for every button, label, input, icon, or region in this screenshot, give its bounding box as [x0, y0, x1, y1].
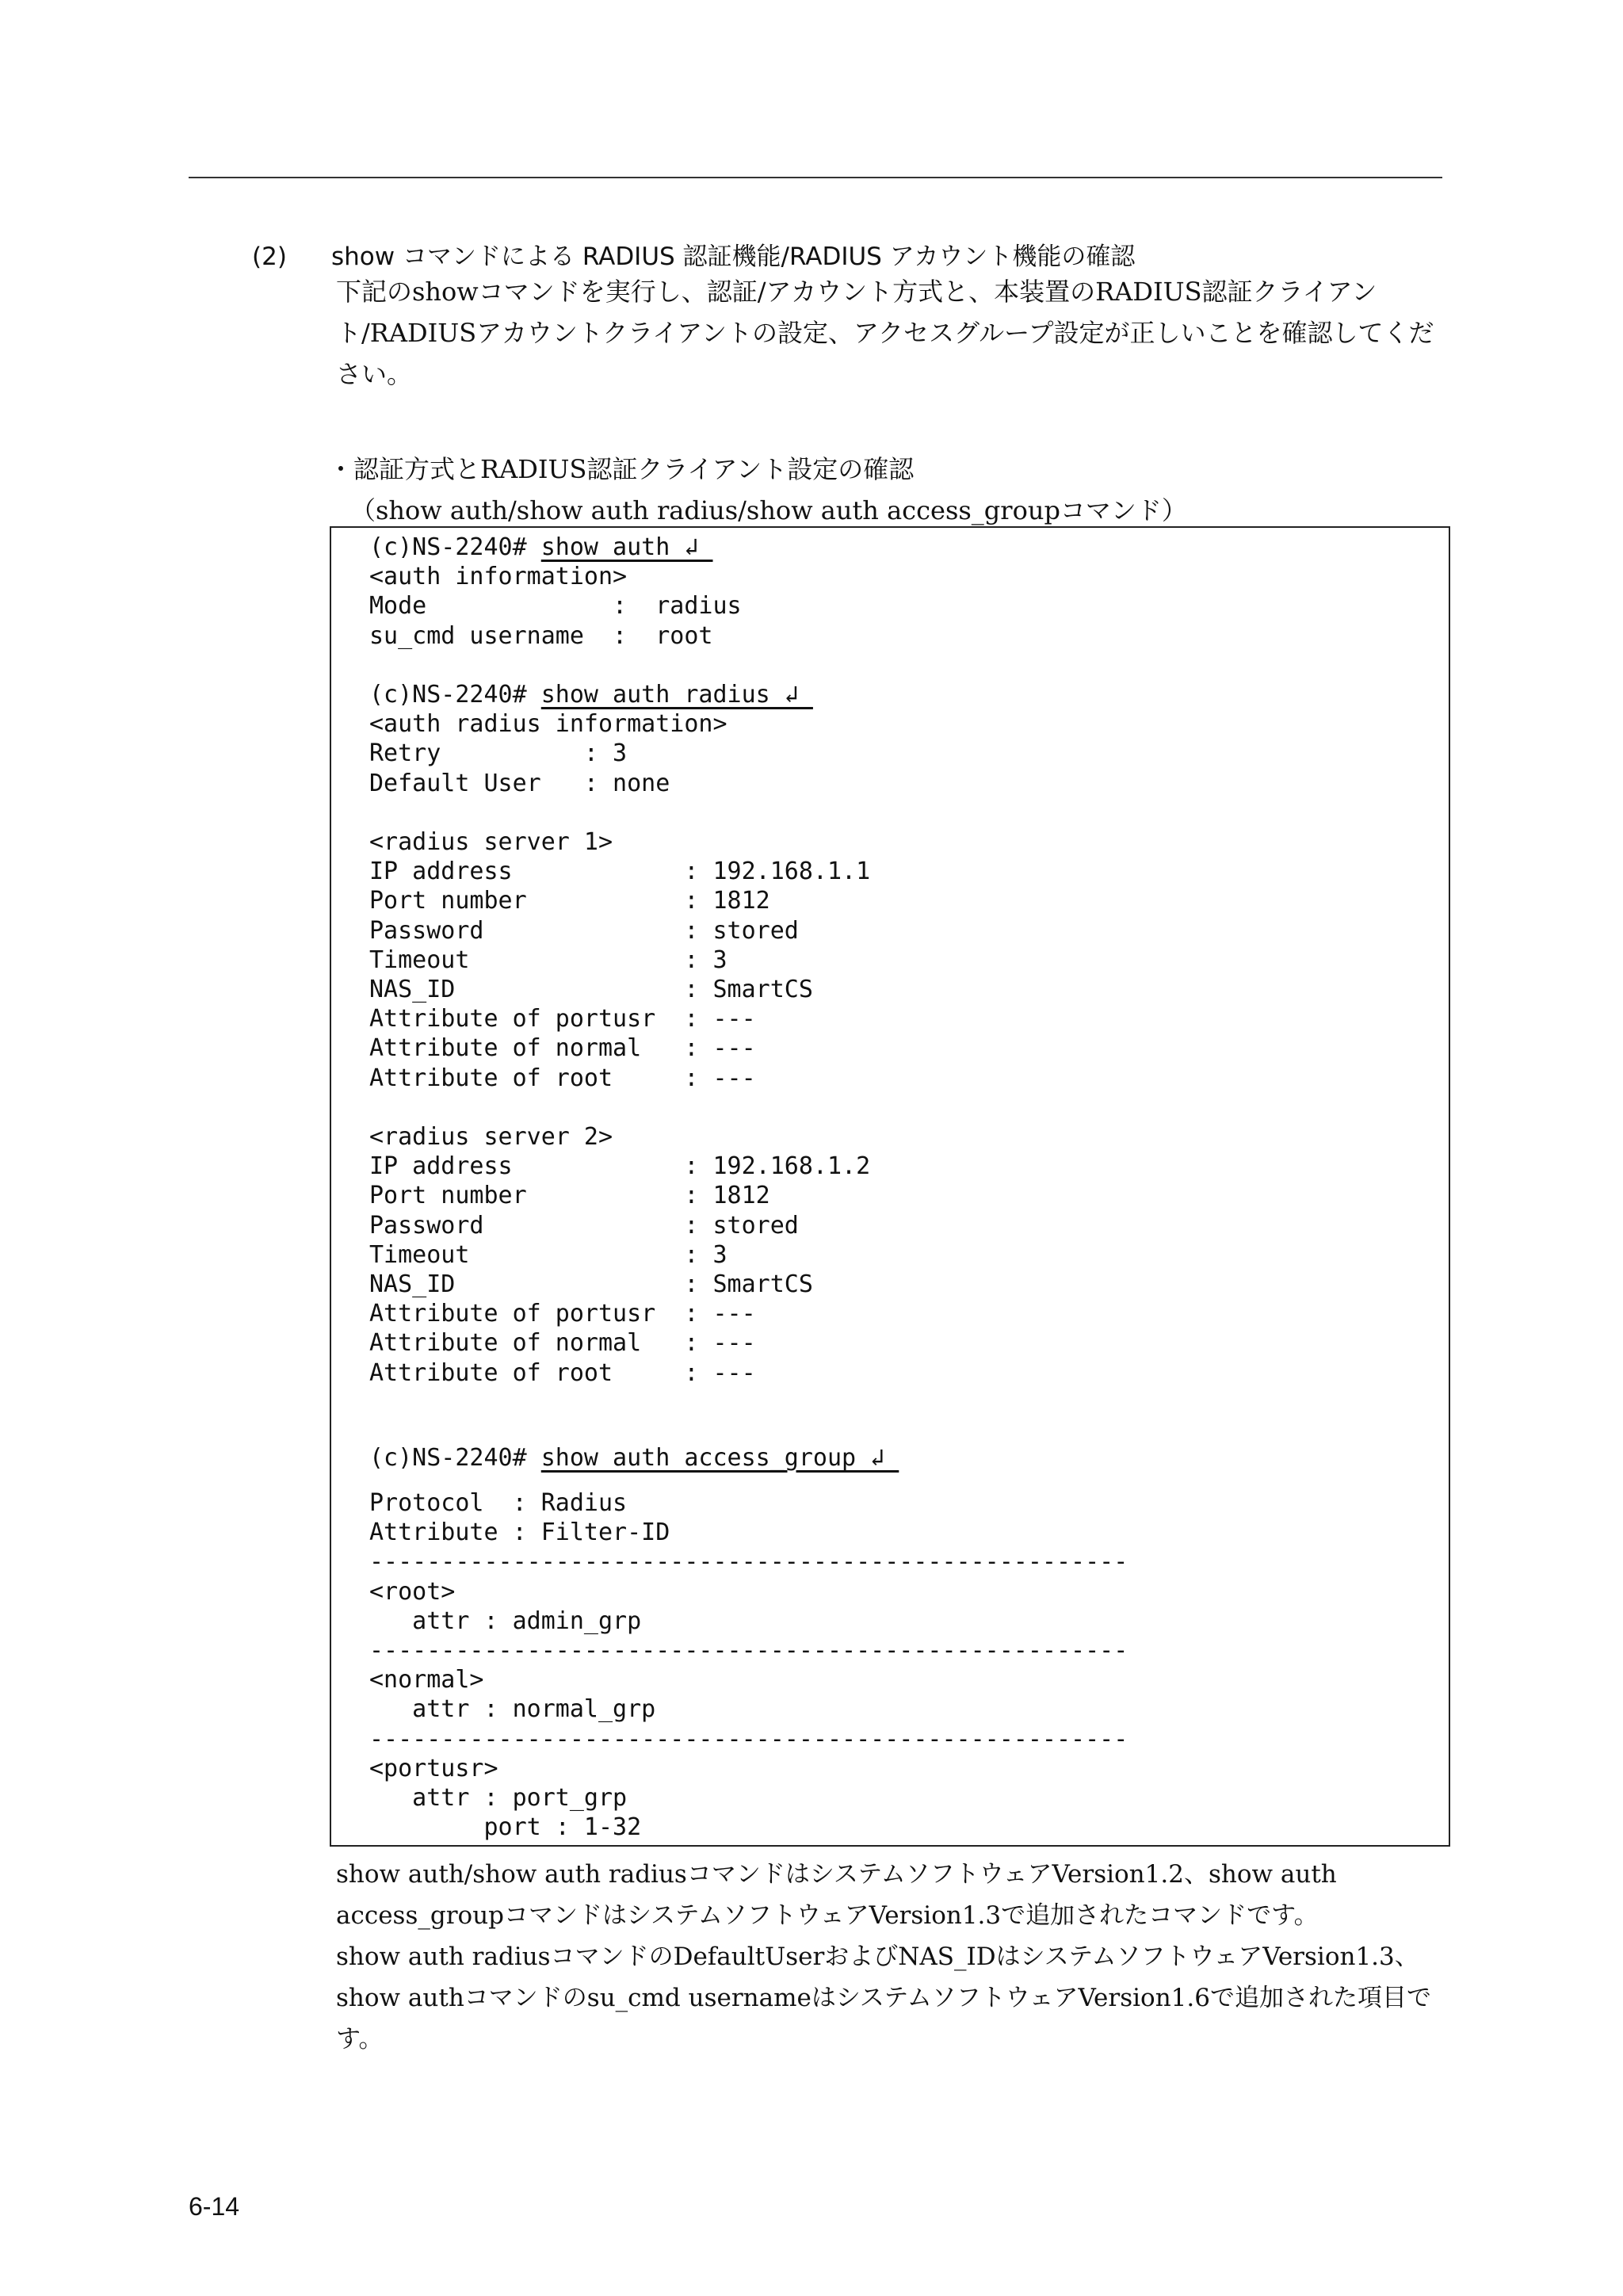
access-group-line: attr : port_grp [369, 1784, 628, 1813]
intro-paragraph: 下記のshowコマンドを実行し、認証/アカウント方式と、本装置のRADIUS認証クライアント/RADIUSアカウントクライアントの設定、アクセスグループ設定が正しいことを確認してください。 [336, 277, 1434, 389]
access-group-line: attr : normal_grp [369, 1695, 656, 1724]
bullet-text: ・認証方式とRADIUS認証クライアント設定の確認 [328, 454, 915, 484]
radius-server-1-line: Timeout : 3 [369, 946, 727, 974]
command-list: （show auth/show auth radius/show auth access_groupコマンド） [350, 495, 1187, 525]
section-number: (2) [252, 243, 287, 271]
command-show-auth-access-group: show auth access_group ↲ [540, 1443, 899, 1472]
radius-server-1-line: NAS_ID : SmartCS [369, 976, 813, 1004]
output-line: <auth radius information> [369, 710, 727, 739]
access-group-line: <normal> [369, 1666, 484, 1694]
prompt-line-access-group [369, 1443, 1128, 1473]
output-line: su_cmd username : root [369, 621, 713, 650]
radius-server-2-line: NAS_ID : SmartCS [369, 1270, 813, 1299]
page-number: 6-14 [189, 2192, 240, 2221]
command-show-auth-radius: show auth radius ↲ [540, 681, 813, 709]
radius-server-1-line: <radius server 1> [369, 828, 613, 856]
radius-server-1-line: IP address : 192.168.1.1 [369, 858, 871, 886]
prompt-line-auth [369, 533, 1128, 562]
radius-server-1-line: Port number : 1812 [369, 887, 770, 915]
output-line: Retry : 3 [369, 739, 628, 768]
access-group-line: Attribute : Filter-ID [369, 1519, 670, 1547]
radius-server-1-line: Attribute of root : --- [369, 1064, 756, 1092]
radius-server-1-line: Password : stored [369, 916, 799, 945]
radius-server-2-line: <radius server 2> [369, 1123, 613, 1152]
access-group-line: Protocol : Radius [369, 1489, 628, 1518]
prompt: (c)NS-2240# [369, 1443, 541, 1472]
radius-server-2-line: Attribute of portusr : --- [369, 1300, 756, 1328]
access-group-line: port : 1-32 [369, 1813, 642, 1842]
access-group-line: <root> [369, 1577, 456, 1606]
section-heading [252, 236, 1135, 272]
separator-line: ----------------------------------------------------- [369, 1637, 1128, 1665]
radius-server-2-line: Attribute of root : --- [369, 1358, 756, 1387]
access-group-line: attr : admin_grp [369, 1606, 642, 1635]
version-notes [336, 1854, 1442, 2060]
separator-line: ----------------------------------------------------- [369, 1548, 1128, 1576]
note-paragraph: show auth/show auth radiusコマンドはシステムソフトウェアVersion1.2、show auth access_groupコマンドはシステムソフトウェアVersion1.3で追加されたコマンドです。 [336, 1860, 1337, 1930]
terminal-output-box [330, 526, 1450, 1847]
access-group-line: <portusr> [369, 1754, 498, 1782]
output-line: <auth information> [369, 563, 628, 591]
prompt-line-radius [369, 680, 1128, 709]
radius-server-2-line: Timeout : 3 [369, 1240, 727, 1269]
command-show-auth: show auth ↲ [540, 533, 713, 561]
radius-server-2-line: IP address : 192.168.1.2 [369, 1152, 871, 1181]
output-line: Default User : none [369, 769, 670, 797]
header-rule [189, 177, 1442, 178]
radius-server-1-line: Attribute of normal : --- [369, 1034, 756, 1063]
radius-server-2-line: Attribute of normal : --- [369, 1329, 756, 1358]
radius-server-2-line: Password : stored [369, 1211, 799, 1240]
output-line: Mode : radius [369, 592, 742, 621]
note-paragraph: show auth radiusコマンドのDefaultUserおよびNAS_IDはシステムソフトウェアVersion1.3、show authコマンドのsu_cmd usernameはシステムソフトウェアVersion1.6で追加された項目です。 [336, 1943, 1431, 2053]
prompt: (c)NS-2240# [369, 681, 541, 709]
subsection-heading [328, 449, 1187, 531]
section-title: show コマンドによる RADIUS 認証機能/RADIUS アカウント機能の確認 [331, 243, 1136, 271]
prompt: (c)NS-2240# [369, 533, 541, 561]
radius-server-1-line: Attribute of portusr : --- [369, 1005, 756, 1033]
radius-server-2-line: Port number : 1812 [369, 1182, 770, 1210]
separator-line: ----------------------------------------------------- [369, 1725, 1128, 1753]
terminal-text [369, 533, 1128, 1842]
